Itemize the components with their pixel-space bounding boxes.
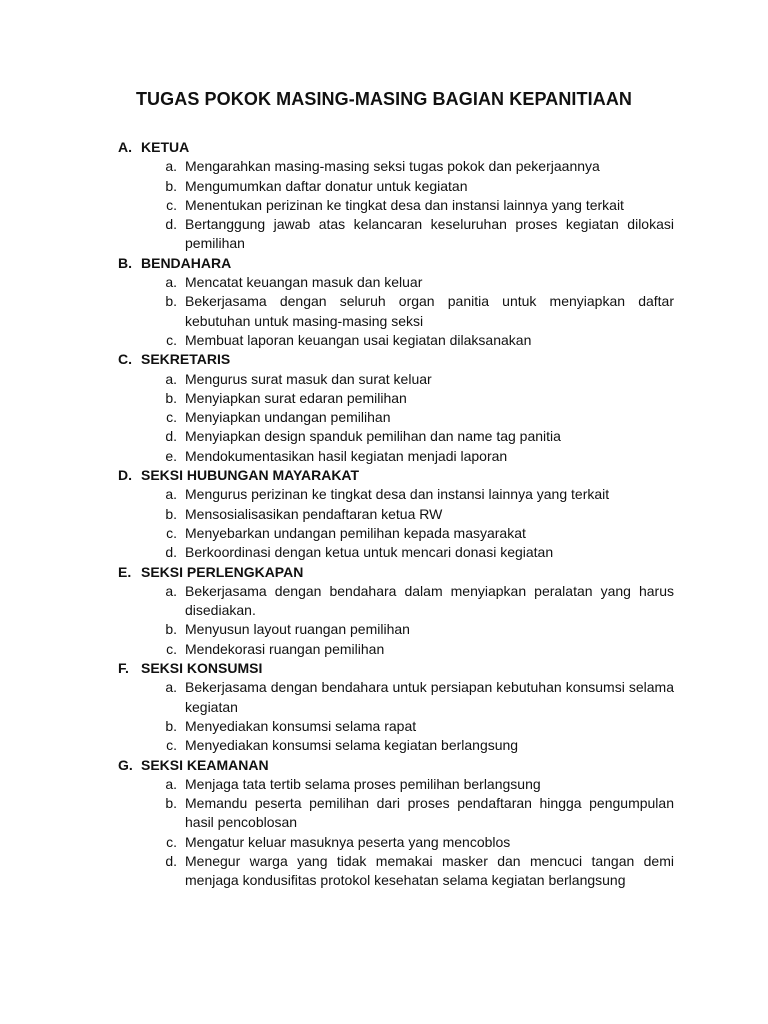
section-name: SEKSI KONSUMSI [141,660,263,677]
section-letter: F. [118,660,129,677]
task-text: Bekerjasama dengan bendahara untuk persiapan kebutuhan konsumsi selama kegiatan [185,679,674,715]
task-list [118,273,674,350]
task-text: Mencatat keuangan masuk dan keluar [185,274,423,291]
task-text: Menyediakan konsumsi selama rapat [185,717,417,734]
task-item [118,177,674,196]
task-item [118,620,674,639]
task-text: Mengatur keluar masuknya peserta yang mencoblos [185,833,511,850]
section-name: SEKSI PERLENGKAPAN [141,563,304,580]
task-text: Menyebarkan undangan pemilihan kepada masyarakat [185,524,526,541]
section-letter: C. [118,351,132,368]
task-letter: b. [165,717,177,734]
task-text: Menyiapkan design spanduk pemilihan dan name tag panitia [185,428,561,445]
section-heading [118,254,674,273]
task-item [118,775,674,794]
task-letter: c. [166,331,177,348]
task-letter: a. [165,775,177,792]
task-item [118,370,674,389]
section-heading [118,756,674,775]
task-letter: c. [166,737,177,754]
task-text: Bertanggung jawab atas kelancaran keseluruhan proses kegiatan dilokasi pemilihan [185,216,674,252]
task-letter: d. [165,544,177,561]
task-text: Mengurus perizinan ke tingkat desa dan instansi lainnya yang terkait [185,486,610,503]
task-letter: a. [165,582,177,599]
task-letter: a. [165,679,177,696]
section-letter: D. [118,467,132,484]
task-text: Menyediakan konsumsi selama kegiatan berlangsung [185,737,519,754]
section [118,563,674,659]
task-letter: d. [165,428,177,445]
section-list [118,138,674,891]
task-item [118,331,674,350]
task-item [118,833,674,852]
task-text: Menentukan perizinan ke tingkat desa dan instansi lainnya yang terkait [185,196,624,213]
task-letter: b. [165,795,177,812]
task-item [118,215,674,254]
section-heading [118,350,674,369]
task-letter: b. [165,177,177,194]
task-item [118,736,674,755]
task-text: Mengurus surat masuk dan surat keluar [185,370,432,387]
task-text: Menyiapkan undangan pemilihan [185,409,391,426]
task-text: Mensosialisasikan pendaftaran ketua RW [185,505,443,522]
section-letter: G. [118,756,133,773]
section-name: SEKRETARIS [141,351,231,368]
task-text: Berkoordinasi dengan ketua untuk mencari donasi kegiatan [185,544,554,561]
section-letter: A. [118,139,132,155]
task-letter: c. [166,640,177,657]
task-item [118,852,674,891]
task-letter: d. [165,852,177,869]
task-item [118,273,674,292]
section [118,350,674,466]
task-letter: b. [165,293,177,310]
task-item [118,427,674,446]
task-letter: a. [165,274,177,291]
section [118,254,674,350]
task-letter: d. [165,216,177,233]
task-letter: a. [165,158,177,175]
task-list [118,370,674,466]
section-name: SEKSI KEAMANAN [141,756,269,773]
task-item [118,447,674,466]
task-item [118,678,674,717]
section-name: BENDAHARA [141,254,232,271]
section-heading [118,466,674,485]
task-item [118,524,674,543]
task-text: Mengarahkan masing-masing seksi tugas pokok dan pekerjaannya [185,158,600,175]
task-item [118,582,674,621]
task-text: Menjaga tata tertib selama proses pemilihan berlangsung [185,775,541,792]
task-text: Menyiapkan surat edaran pemilihan [185,389,407,406]
section [118,466,674,562]
task-item [118,292,674,331]
task-letter: c. [166,196,177,213]
task-text: Mendokumentasikan hasil kegiatan menjadi laporan [185,447,508,464]
task-letter: c. [166,833,177,850]
section [118,138,674,254]
task-item [118,157,674,176]
task-item [118,408,674,427]
task-item [118,543,674,562]
task-list [118,582,674,659]
section-heading [118,659,674,678]
task-item [118,794,674,833]
task-text: Memandu peserta pemilihan dari proses pendaftaran hingga pengumpulan hasil pencoblosan [185,795,674,831]
task-list [118,775,674,891]
task-text: Mengumumkan daftar donatur untuk kegiatan [185,177,468,194]
task-list [118,485,674,562]
task-item [118,640,674,659]
task-letter: a. [165,370,177,387]
task-text: Bekerjasama dengan seluruh organ panitia untuk menyiapkan daftar kebutuhan untuk masing-masing seksi [185,293,674,329]
task-item [118,389,674,408]
task-list [118,678,674,755]
task-text: Menyusun layout ruangan pemilihan [185,621,410,638]
task-letter: b. [165,389,177,406]
section-heading [118,138,674,157]
section-letter: B. [118,254,132,271]
task-item [118,717,674,736]
task-letter: b. [165,621,177,638]
task-item [118,485,674,504]
task-letter: c. [166,524,177,541]
task-text: Menegur warga yang tidak memakai masker dan mencuci tangan demi menjaga kondusifitas protokol kesehatan selama kegiatan berlangsung [185,852,674,889]
section-letter: E. [118,563,132,580]
task-text: Membuat laporan keuangan usai kegiatan dilaksanakan [185,331,532,348]
task-letter: c. [166,409,177,426]
section-heading [118,563,674,582]
task-text: Bekerjasama dengan bendahara dalam menyiapkan peralatan yang harus disediakan. [185,582,674,619]
section [118,756,674,891]
task-letter: a. [165,486,177,503]
task-letter: e. [165,447,177,464]
section [118,659,674,755]
section-name: SEKSI HUBUNGAN MAYARAKAT [141,467,360,484]
task-letter: b. [165,505,177,522]
task-item [118,196,674,215]
task-item [118,505,674,524]
document-title: TUGAS POKOK MASING-MASING BAGIAN KEPANITIAAN [135,89,633,109]
section-name: KETUA [141,139,190,155]
task-text: Mendekorasi ruangan pemilihan [185,640,385,657]
task-list [118,157,674,253]
